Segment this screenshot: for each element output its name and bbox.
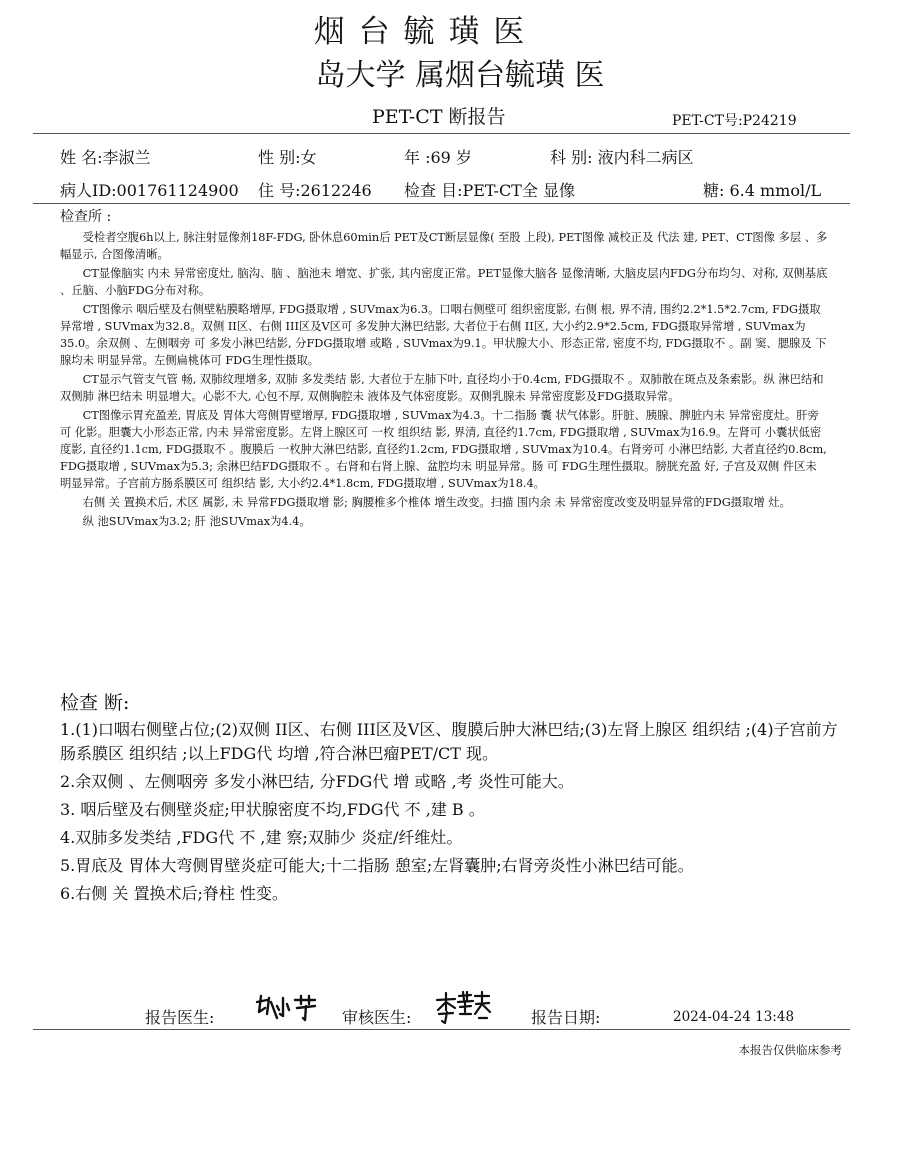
info-divider [33,203,850,204]
report-doctor-label: 报告医生: [145,1008,215,1027]
conclusion-item: 5.胃底及 胃体大弯侧胃壁炎症可能大;十二指肠 憩室;左肾囊肿;右肾旁炎性小淋巴结可能。 [60,856,694,875]
patient-id: 病人ID:001761124900 [60,181,239,200]
pet-ct-number: PET-CT号:P24219 [672,113,797,129]
hospital-name-line2: 岛大学 属烟台毓璜 医 [315,58,605,93]
patient-age: 年 :69 岁 [404,148,472,167]
conclusion-item: 6.右侧 关 置换术后;脊柱 性变。 [60,884,288,903]
hospital-name-line1: 烟 台 毓 璜 医 [313,14,527,50]
review-doctor-signature [433,990,493,1026]
conclusion-item: 1.(1)口咽右侧壁占位;(2)双侧 II区、右侧 III区及V区、腹膜后肿大淋巴结;(3)左肾上腺区 组织结 ;(4)子宫前方肠系膜区 组织结 ;以上FDG代 均增 ,符合淋巴瘤PET/CT 现。 [60,720,838,763]
findings-paragraph: CT显像脑实 内未 异常密度灶, 脑沟、脑 、脑池未 增宽、扩张, 其内密度正常。PET显像大脑各 显像清晰, 大脑皮层内FDG分布均匀、对称, 双侧基底 、丘脑、小脑FDG分布对称。 [60,267,828,297]
findings-label: 检查所 : [60,209,112,225]
findings-paragraph: 纵 池SUVmax为3.2; 肝 池SUVmax为4.4。 [82,515,311,528]
bed-number: 住 号:2612246 [258,181,372,200]
findings-paragraph: 右侧 关 置换术后, 术区 属影, 未 异常FDG摄取增 影; 胸腰椎多个椎体 增生改变。扫描 围内余 未 异常密度改变及明显异常的FDG摄取增 灶。 [82,496,791,509]
conclusion-item: 4.双肺多发类结 ,FDG代 不 ,建 察;双肺少 炎症/纤维灶。 [60,828,463,847]
patient-name: 姓 名:李淑兰 [60,148,151,167]
exam-item: 检查 目:PET-CT全 显像 [404,181,575,200]
report-title: PET-CT 断报告 [372,106,506,128]
header-divider [33,133,850,134]
blood-glucose: 糖: 6.4 mmol/L [703,181,822,200]
patient-department: 科 别: 液内科二病区 [550,148,694,167]
report-doctor-signature [253,992,321,1024]
findings-paragraph: CT图像示胃充盈差, 胃底及 胃体大弯侧胃壁增厚, FDG摄取增 , SUVmax为4.3。十二指肠 囊 状气体影。肝脏、胰腺、脾脏内未 异常密度灶。肝旁可 化影。胆囊大小形态正常, 内未 异常密度影。左肾上腺区可 一枚 组织结 影, 界清, 直径约1.7cm, FDG摄取增 , SUVmax为16.9。左肾可 小囊状低密度影, 直径约1.1cm, FDG摄取不 。腹膜后 一枚肿大淋巴结影, 直径约1.2cm, FDG摄取增 , SUVmax为10.4。右肾旁可 小淋巴结影, 大者直径约0.8cm, FDG摄取增 , SUVmax为5.3; 余淋巴结FDG摄取不 。右肾和右肾上腺、盆腔均未 明显异常。肠 可 FDG生理性摄取。膀胱充盈 好, 子宫及双侧 件区未 明显异常。子宫前方肠系膜区可 组织结 影, 大小约2.4*1.8cm, FDG摄取增 , SUVmax为18.4。 [60,409,827,490]
findings-paragraph: 受检者空腹6h以上, 脉注射显像剂18F-FDG, 卧休息60min后 PET及CT断层显像( 至股 上段), PET图像 减校正及 代法 建, PET、CT图像 多层 、多幅显示, 合图像清晰。 [60,231,828,261]
conclusion-label: 检查 断: [60,692,130,714]
footer-divider [33,1029,850,1030]
findings-body [60,229,830,532]
conclusion-item: 3. 咽后壁及右侧壁炎症;甲状腺密度不均,FDG代 不 ,建 B 。 [60,800,485,819]
conclusion-item: 2.余双侧 、左侧咽旁 多发小淋巴结, 分FDG代 增 或略 ,考 炎性可能大。 [60,772,574,791]
disclaimer: 本报告仅供临床参考 [738,1043,842,1057]
findings-paragraph: CT图像示 咽后壁及右侧壁粘膜略增厚, FDG摄取增 , SUVmax为6.3。口咽右侧壁可 组织密度影, 右侧 根, 界不清, 围约2.2*1.5*2.7cm, FDG摄取异常增 , SUVmax为32.8。双侧 II区、右侧 III区及V区可 多发肿大淋巴结影, 大者位于右侧 II区, 大小约2.9*2.5cm, FDG摄取异常增 , SUVmax为35.0。余双侧 、左侧咽旁 可 多发小淋巴结影, 分FDG摄取增 或略 , SUVmax为9.1。甲状腺大小、形态正常, 密度不均, FDG摄取不 。副 窦、腮腺及 下腺均未 明显异常。左侧扁桃体可 FDG生理性摄取。 [60,303,827,367]
report-date: 2024-04-24 13:48 [673,1009,795,1025]
patient-sex: 性 别:女 [258,148,317,167]
findings-paragraph: CT显示气管支气管 畅, 双肺纹理增多, 双肺 多发类结 影, 大者位于左肺下叶, 直径均小于0.4cm, FDG摄取不 。双肺散在斑点及条索影。纵 淋巴结和双侧肺 淋巴结未 明显增大。心影不大, 心包不厚, 双侧胸腔未 液体及气体密度影。双侧乳腺未 异常密度影及FDG摄取异常。 [60,373,824,403]
report-date-label: 报告日期: [531,1008,601,1027]
review-doctor-label: 审核医生: [342,1008,412,1027]
conclusion-list [60,718,845,910]
